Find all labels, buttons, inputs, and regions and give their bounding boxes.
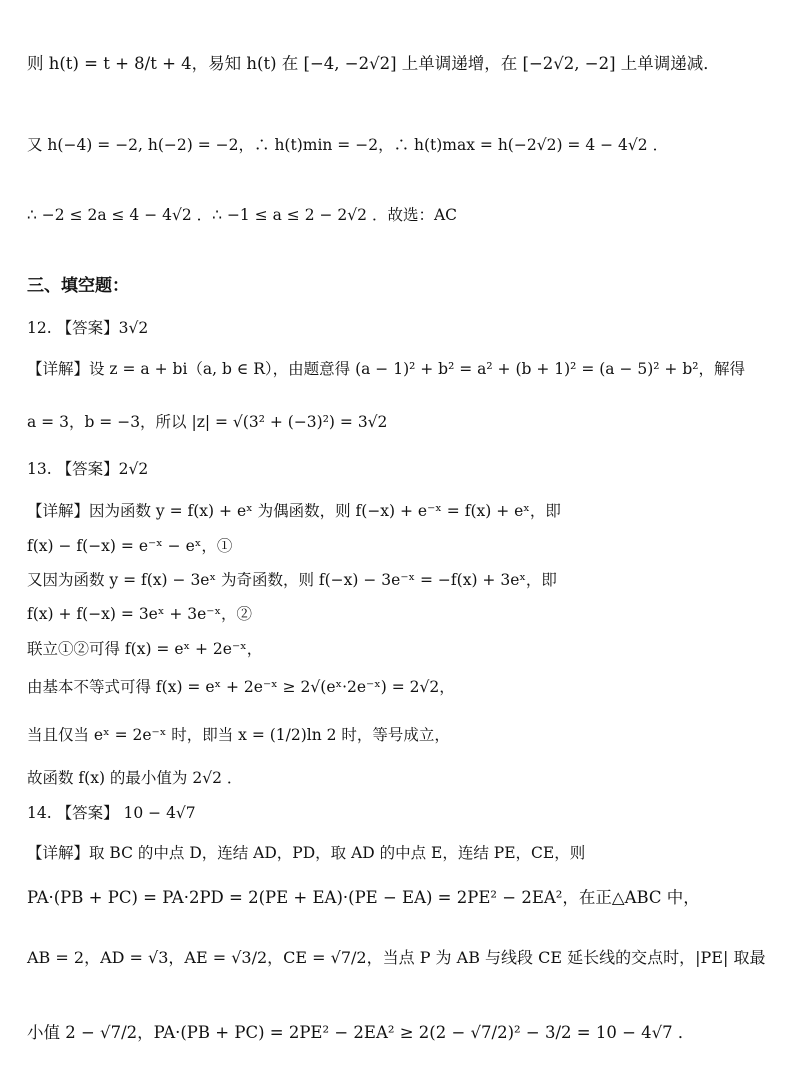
text-line: f(x) + f(−x) = 3eˣ + 3e⁻ˣ，② [27, 605, 253, 623]
text-line: 则 h(t) = t + 8/t + 4，易知 h(t) 在 [−4, −2√2] 上单调递增，在 [−2√2, −2] 上单调递减． [27, 54, 720, 73]
text-line: 【详解】设 z = a + bi（a, b ∈ R），由题意得 (a − 1)² + b² = a² + (b + 1)² = (a − 5)² + b²，解得 [27, 360, 745, 378]
text-line: 故函数 f(x) 的最小值为 2√2 ． [27, 769, 243, 787]
text-line: 又因为函数 y = f(x) − 3eˣ 为奇函数，则 f(−x) − 3e⁻ˣ = −f(x) + 3eˣ，即 [27, 571, 557, 589]
text-line: 【详解】因为函数 y = f(x) + eˣ 为偶函数，则 f(−x) + e⁻ˣ = f(x) + eˣ，即 [27, 502, 561, 520]
text-line: PA·(PB + PC) = PA·2PD = 2(PE + EA)·(PE − EA) = 2PE² − 2EA²，在正△ABC 中， [27, 888, 700, 907]
section-title: 三、填空题： [27, 276, 129, 296]
answer-line: 13. 【答案】2√2 [27, 460, 149, 478]
text-line: 小值 2 − √7/2，PA·(PB + PC) = 2PE² − 2EA² ≥ 2(2 − √7/2)² − 3/2 = 10 − 4√7 ． [27, 1023, 695, 1042]
text-line: 【详解】取 BC 的中点 D，连结 AD，PD，取 AD 的中点 E，连结 PE，CE，则 [27, 844, 586, 862]
text-line: 联立①②可得 f(x) = eˣ + 2e⁻ˣ， [27, 640, 263, 658]
text-line: AB = 2，AD = √3，AE = √3/2，CE = √7/2，当点 P 为 AB 与线段 CE 延长线的交点时，|PE| 取最 [27, 948, 766, 967]
text-line: 当且仅当 eˣ = 2e⁻ˣ 时，即当 x = (1/2)ln 2 时，等号成立， [27, 726, 450, 744]
answer-line: 12. 【答案】3√2 [27, 319, 149, 337]
text-line: a = 3，b = −3，所以 |z| = √(3² + (−3)²) = 3√2 [27, 413, 388, 431]
text-line: 又 h(−4) = −2, h(−2) = −2，∴ h(t)min = −2，∴ h(t)max = h(−2√2) = 4 − 4√2 ． [27, 136, 669, 154]
text-line: f(x) − f(−x) = e⁻ˣ − eˣ，① [27, 537, 233, 555]
text-line: ∴ −2 ≤ 2a ≤ 4 − 4√2 ．∴ −1 ≤ a ≤ 2 − 2√2 ．故选：AC [27, 206, 457, 224]
answer-line: 14. 【答案】 10 − 4√7 [27, 804, 196, 822]
text-line: 由基本不等式可得 f(x) = eˣ + 2e⁻ˣ ≥ 2√(eˣ·2e⁻ˣ) = 2√2， [27, 678, 455, 696]
